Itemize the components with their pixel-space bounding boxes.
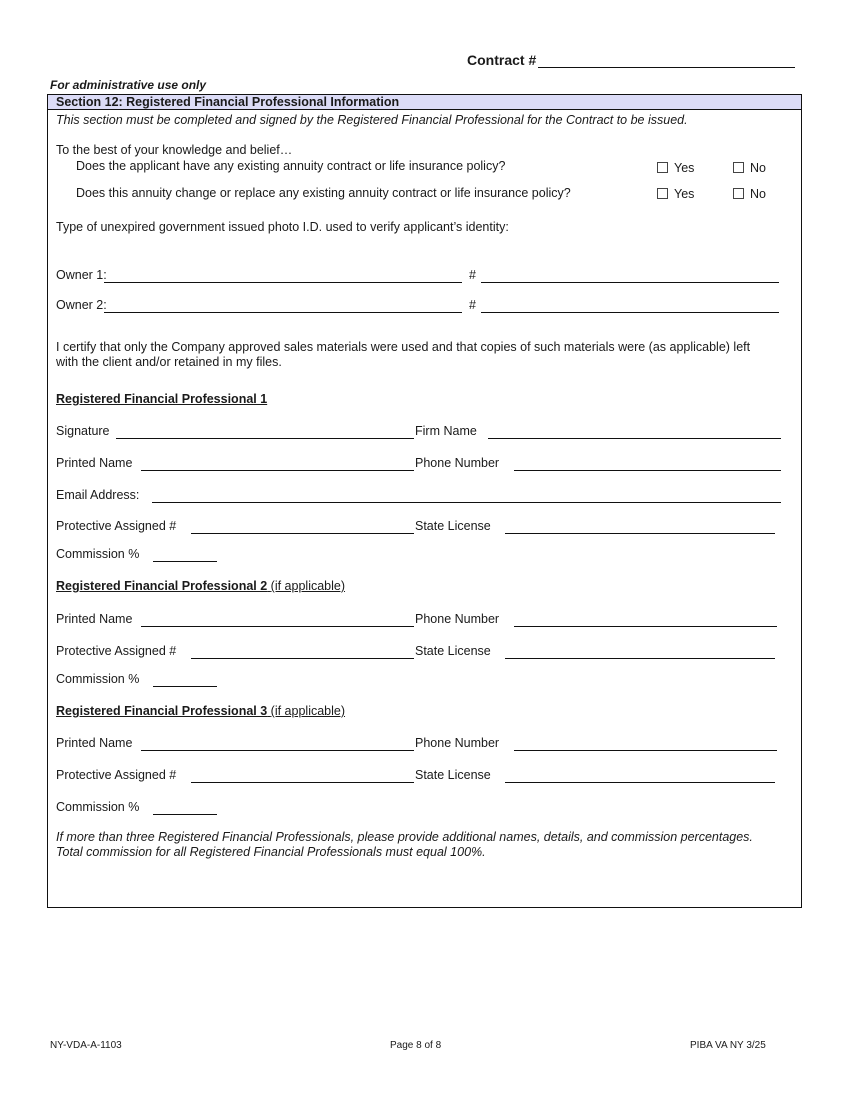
section-intro: This section must be completed and signed by the Registered Financial Professional for the Contract to be issued. bbox=[56, 113, 688, 127]
rfp1-assigned-label: Protective Assigned # bbox=[56, 519, 177, 533]
rfp3-assigned-field[interactable] bbox=[191, 782, 414, 783]
owner2-label: Owner 2: bbox=[56, 298, 107, 312]
rfp2-printed-name-label: Printed Name bbox=[56, 612, 133, 626]
rfp1-firm-field[interactable] bbox=[488, 438, 781, 439]
rfp1-license-label: State License bbox=[415, 519, 491, 533]
rfp1-license-field[interactable] bbox=[505, 533, 775, 534]
rfp3-phone-label: Phone Number bbox=[415, 736, 500, 750]
q1-yes-checkbox[interactable]: Yes bbox=[657, 161, 694, 175]
rfp1-phone-label: Phone Number bbox=[415, 456, 500, 470]
contract-number-field[interactable] bbox=[538, 52, 795, 68]
rfp3-commission-label: Commission % bbox=[56, 800, 140, 814]
id-question: Type of unexpired government issued photo I.D. used to verify applicant’s identity: bbox=[56, 220, 509, 234]
rfp2-heading: Registered Financial Professional 2 (if applicable) bbox=[56, 579, 346, 593]
rfp1-heading: Registered Financial Professional 1 bbox=[56, 392, 268, 406]
admin-note: For administrative use only bbox=[50, 78, 207, 92]
rfp2-assigned-field[interactable] bbox=[191, 658, 414, 659]
rfp2-phone-label: Phone Number bbox=[415, 612, 500, 626]
q2-yes-checkbox[interactable]: Yes bbox=[657, 187, 694, 201]
owner2-id-number-field[interactable] bbox=[481, 312, 779, 313]
rfp1-email-label: Email Address: bbox=[56, 488, 140, 502]
rfp1-printed-name-label: Printed Name bbox=[56, 456, 133, 470]
rfp1-commission-field[interactable] bbox=[153, 561, 217, 562]
rfp2-printed-name-field[interactable] bbox=[141, 626, 414, 627]
owner1-id-type-field[interactable] bbox=[104, 282, 462, 283]
rfp2-license-field[interactable] bbox=[505, 658, 775, 659]
section-12-box bbox=[47, 94, 802, 908]
checkbox-icon bbox=[657, 162, 668, 173]
rfp1-signature-field[interactable] bbox=[116, 438, 414, 439]
owner1-label: Owner 1: bbox=[56, 268, 107, 282]
rfp2-license-label: State License bbox=[415, 644, 491, 658]
rfp1-phone-field[interactable] bbox=[514, 470, 781, 471]
question-replacement: Does this annuity change or replace any existing annuity contract or life insurance policy? bbox=[76, 186, 571, 200]
checkbox-icon bbox=[733, 162, 744, 173]
form-id: NY-VDA-A-1103 bbox=[50, 1040, 122, 1051]
rfp1-email-field[interactable] bbox=[152, 502, 781, 503]
rfp3-note: (if applicable) bbox=[270, 704, 346, 718]
knowledge-lead: To the best of your knowledge and belief… bbox=[56, 143, 293, 157]
rfp3-assigned-label: Protective Assigned # bbox=[56, 768, 177, 782]
contract-number bbox=[467, 52, 795, 68]
rfp1-printed-name-field[interactable] bbox=[141, 470, 414, 471]
contract-label: Contract # bbox=[467, 52, 537, 68]
rfp1-assigned-field[interactable] bbox=[191, 533, 414, 534]
rfp2-assigned-label: Protective Assigned # bbox=[56, 644, 177, 658]
rfp3-heading: Registered Financial Professional 3 (if applicable) bbox=[56, 704, 346, 718]
rfp2-note: (if applicable) bbox=[270, 579, 346, 593]
closing-note: If more than three Registered Financial Professionals, please provide additional names, details, and commission percentages. Total commission for all Registered Financial Professionals must equal 100%. bbox=[56, 830, 753, 859]
page-number: Page 8 of 8 bbox=[390, 1040, 442, 1051]
checkbox-icon bbox=[657, 188, 668, 199]
rfp3-phone-field[interactable] bbox=[514, 750, 777, 751]
rfp3-license-field[interactable] bbox=[505, 782, 775, 783]
owner1-id-number-field[interactable] bbox=[481, 282, 779, 283]
question-existing-policy: Does the applicant have any existing annuity contract or life insurance policy? bbox=[76, 159, 506, 173]
owner1-hash: # bbox=[469, 268, 476, 282]
rfp3-printed-name-label: Printed Name bbox=[56, 736, 133, 750]
rfp2-commission-field[interactable] bbox=[153, 686, 217, 687]
owner2-hash: # bbox=[469, 298, 476, 312]
form-version: PIBA VA NY 3/25 bbox=[690, 1040, 766, 1051]
rfp2-commission-label: Commission % bbox=[56, 672, 140, 686]
q2-no-checkbox[interactable]: No bbox=[733, 187, 766, 201]
certify-text: I certify that only the Company approved sales materials were used and that copies of such materials were (as applicable) left with the client and/or retained in my files. bbox=[56, 340, 751, 369]
checkbox-icon bbox=[733, 188, 744, 199]
rfp3-license-label: State License bbox=[415, 768, 491, 782]
owner2-id-type-field[interactable] bbox=[104, 312, 462, 313]
rfp1-firm-label: Firm Name bbox=[415, 424, 477, 438]
rfp2-phone-field[interactable] bbox=[514, 626, 777, 627]
section-title: Section 12: Registered Financial Professional Information bbox=[48, 95, 801, 110]
rfp3-commission-field[interactable] bbox=[153, 814, 217, 815]
rfp1-commission-label: Commission % bbox=[56, 547, 140, 561]
rfp3-printed-name-field[interactable] bbox=[141, 750, 414, 751]
rfp1-signature-label: Signature bbox=[56, 424, 110, 438]
q1-no-checkbox[interactable]: No bbox=[733, 161, 766, 175]
